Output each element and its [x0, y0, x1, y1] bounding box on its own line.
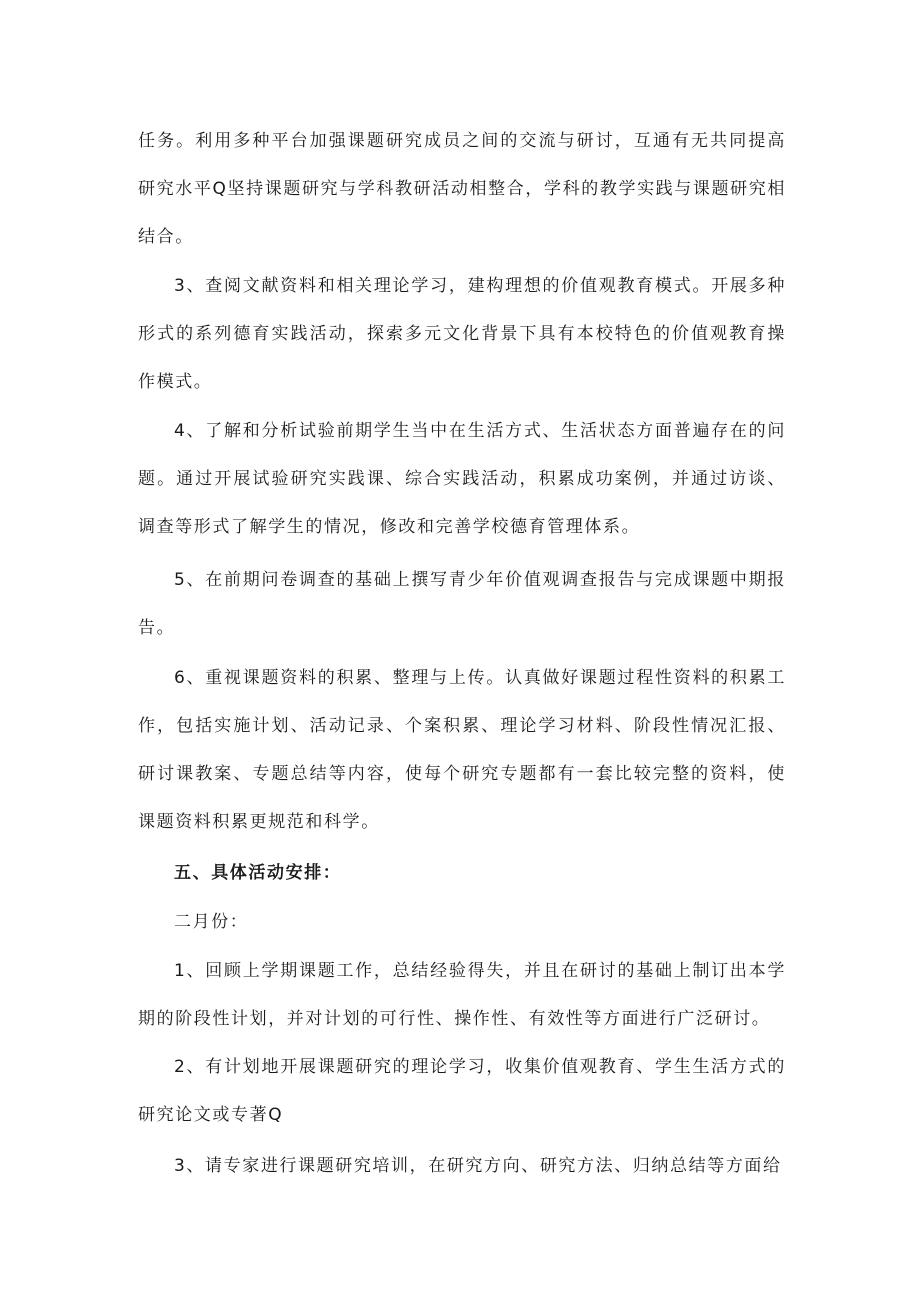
paragraph-item-3: 3、查阅文献资料和相关理论学习，建构理想的价值观教育模式。开展多种形式的系列德育实践活动，探索多元文化背景下具有本校特色的价值观教育操作模式。 [138, 276, 786, 392]
activity-item-3: 3、请专家进行课题研究培训，在研究方向、研究方法、归纳总结等方面给 [174, 1156, 782, 1176]
month-label: 二月份： [174, 912, 249, 932]
activity-item-2: 2、有计划地开展课题研究的理论学习，收集价值观教育、学生生活方式的研究论文或专著Q [138, 1057, 786, 1125]
paragraph-continuation: 任务。利用多种平台加强课题研究成员之间的交流与研讨，互通有无共同提高研究水平Q坚持课题研究与学科教研活动相整合，学科的教学实践与课题研究相结合。 [138, 131, 786, 247]
paragraph-item-6: 6、重视课题资料的积累、整理与上传。认真做好课题过程性资料的积累工作，包括实施计划、活动记录、个案积累、理论学习材料、阶段性情况汇报、研讨课教案、专题总结等内容，使每个研究专题都有一套比较完整的资料，使课题资料积累更规范和科学。 [138, 668, 786, 832]
paragraph-item-5: 5、在前期问卷调查的基础上撰写青少年价值观调查报告与完成课题中期报告。 [138, 570, 786, 638]
section-heading: 五、具体活动安排： [174, 863, 342, 883]
paragraph-item-4: 4、了解和分析试验前期学生当中在生活方式、生活状态方面普遍存在的问题。通过开展试验研究实践课、综合实践活动，积累成功案例，并通过访谈、调查等形式了解学生的情况，修改和完善学校德育管理体系。 [138, 421, 786, 537]
activity-item-1: 1、回顾上学期课题工作，总结经验得失，并且在研讨的基础上制订出本学期的阶段性计划，并对计划的可行性、操作性、有效性等方面进行广泛研讨。 [138, 961, 786, 1029]
